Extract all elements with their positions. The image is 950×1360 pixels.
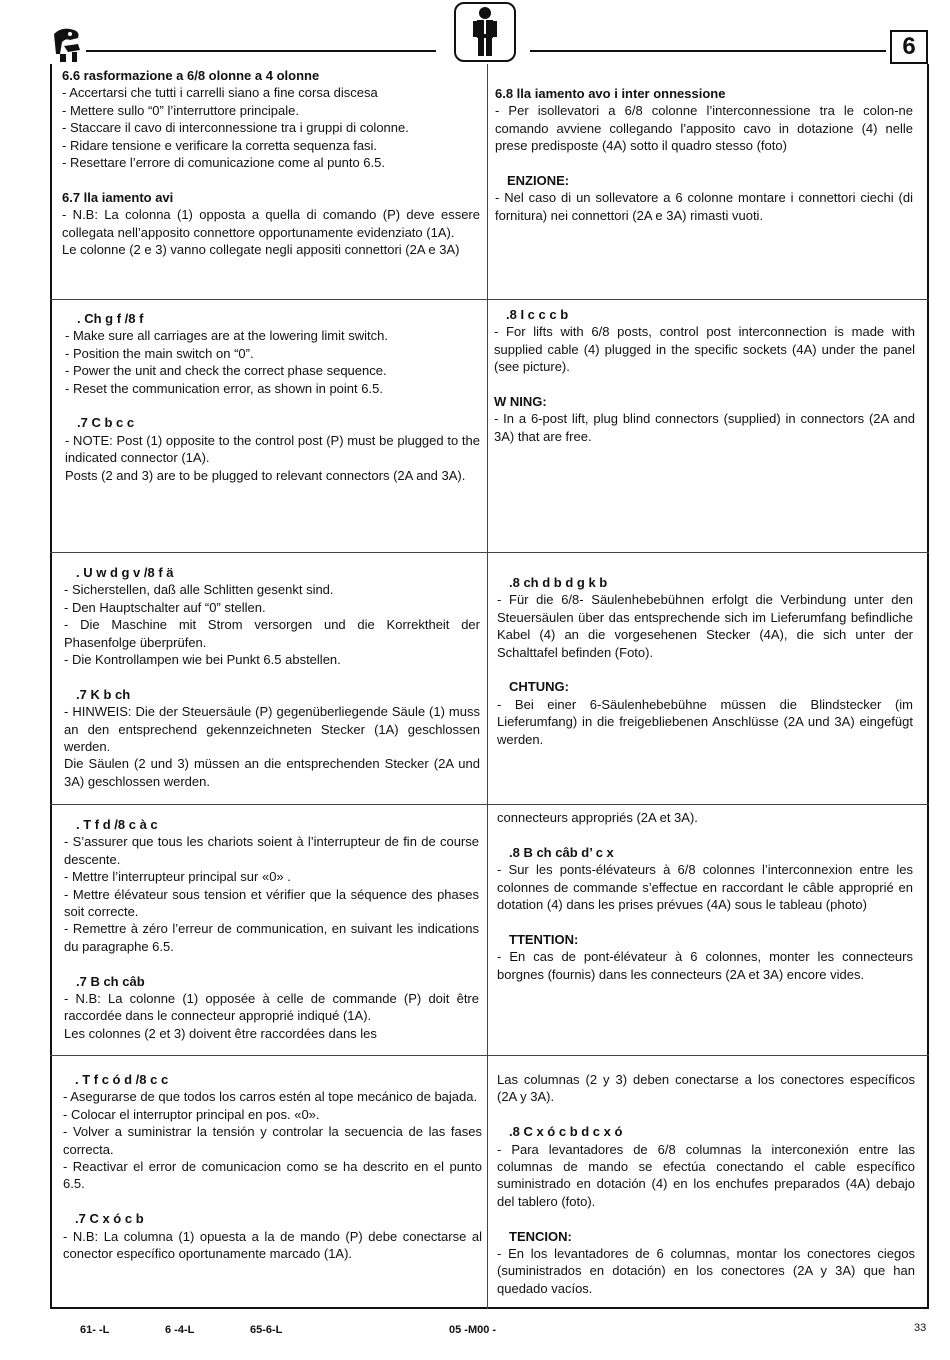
language-separator-en [50,299,929,300]
paragraph: - Accertarsi che tutti i carrelli siano a fine corsa discesa [62,85,378,101]
page-header [0,0,950,70]
paragraph: - Volver a suministrar la tensión y controlar la secuencia de las fases correcta. [63,1124,482,1157]
paragraph-gap [497,826,913,843]
paragraph: Les colonnes (2 et 3) doivent être raccordées dans les [64,1025,377,1041]
section-german-left [64,564,480,790]
section-heading: .7 B ch câb [76,973,145,989]
paragraph: - For lifts with 6/8 posts, control post interconnection is made with supplied cable (4) plugged in the specific sockets (4A) under the panel (see picture). [494,324,915,375]
paragraph-gap [497,913,913,930]
paragraph-gap [62,171,480,188]
paragraph: - Make sure all carriages are at the lowering limit switch. [65,328,388,344]
section-spanish-right [497,1071,915,1297]
section-french-right [497,809,913,983]
paragraph: - Mettere sullo “0” l’interruttore principale. [62,102,299,118]
paragraph-gap [65,397,480,414]
section-heading: TTENTION: [509,931,579,947]
paragraph: - En los levantadores de 6 columnas, montar los conectores ciegos (suministrados en dotación) en los conectores (2A y 3A) que han quedado vacíos. [497,1246,915,1296]
paragraph: Posts (2 and 3) are to be plugged to relevant connectors (2A and 3A). [65,467,466,483]
section-heading: W NING: [494,394,547,410]
section-italian-left [62,67,480,258]
paragraph-gap [497,1106,915,1123]
paragraph: - Den Hauptschalter auf “0” stellen. [64,599,266,615]
section-heading: .8 ch d b d g k b [509,575,608,590]
language-separator-de [50,552,929,553]
paragraph: - Die Kontrollampen wie bei Punkt 6.5 abstellen. [64,652,341,668]
paragraph-gap [497,1210,915,1227]
paragraph-gap [64,955,479,972]
paragraph: - NOTE: Post (1) opposite to the control post (P) must be plugged to the indicated connector (1A). [65,432,480,466]
page-number: 33 [914,1322,927,1334]
language-separator-es [50,1055,929,1056]
section-heading: .7 K b ch [76,686,131,702]
paragraph: - Power the unit and check the correct phase sequence. [65,363,387,379]
paragraph: - Asegurarse de que todos los carros estén al tope mecánico de bajada. [63,1089,478,1105]
section-heading: 6.6 rasformazione a 6/8 olonne a 4 olonne [62,68,320,83]
section-heading: . Ch g f /8 f [77,311,144,326]
paragraph: - Reactivar el error de comunicacion como se ha descrito en el punto 6.5. [63,1159,482,1192]
section-heading: .8 I c c c b [506,307,569,322]
operator-icon-box [454,2,516,62]
paragraph: - S’assurer que tous les chariots soient à l’interrupteur de fin de course descente. [64,834,479,867]
person-icon [456,4,514,60]
paragraph: - Position the main switch on “0”. [65,345,254,361]
section-heading: 6.7 lla iamento avi [62,189,174,205]
section-heading: .7 C b c c [77,415,135,431]
header-rule-right [530,50,886,52]
chapter-number: 6 [890,30,928,64]
paragraph: Las columnas (2 y 3) deben conectarse a los conectores específicos (2A y 3A). [497,1072,915,1105]
section-english-left [65,310,480,484]
paragraph: - Per isollevatori a 6/8 colonne l’interconnessione tra le colon-ne comando avviene collegando l’apposito cavo in dotazione (4) nelle prese predisposte (4A) sotto il quadro stesso (foto) [495,103,913,154]
paragraph: - Resettare l’errore di comunicazione come al punto 6.5. [62,155,385,171]
paragraph-gap [494,376,915,393]
paragraph: - Für die 6/8- Säulenhebebühnen erfolgt die Verbindung unter den Steuersäulen über das entsprechende sich im Lieferumfang befindliche Kabel (4) an die vorgesehenen Stecker (4A), die sich unter der Schalttafel befinden (Foto). [497,592,913,660]
header-rule-left [86,50,436,52]
paragraph: - N.B: La columna (1) opuesta a la de mando (P) debe conectarse al conector específico oportunamente marcado (1A). [63,1228,482,1262]
footer-model-1: 61- -L [80,1324,110,1336]
section-heading: .8 B ch câb d’ c x [509,844,614,860]
paragraph: - Nel caso di un sollevatore a 6 colonne montare i connettori ciechi (di fornitura) nei connettori (2A e 3A) rimasti vuoti. [495,190,913,223]
paragraph: connecteurs appropriés (2A et 3A). [497,810,698,825]
paragraph: - Staccare il cavo di interconnessione tra i gruppi di colonne. [62,120,409,136]
section-french-left [64,816,479,1042]
brand-logo-icon [48,24,86,64]
paragraph: - N.B: La colonna (1) opposta a quella di comando (P) deve essere collegata nell’apposito connettore opportunamente evidenziato (1A). [62,207,480,240]
section-heading: . T f c ó d /8 c c [75,1072,169,1087]
paragraph: - HINWEIS: Die der Steuersäule (P) gegenüberliegende Säule (1) muss an den entsprechend gekennzeichneten Stecker (1A) geschlossen werden. [64,704,480,755]
section-italian-right [495,85,913,224]
paragraph-gap [63,1193,482,1210]
section-heading: 6.8 lla iamento avo i inter onnessione [495,86,726,101]
section-spanish-left [63,1071,482,1262]
column-divider [487,64,488,1309]
paragraph-gap [495,155,913,172]
paragraph: - En cas de pont-élévateur à 6 colonnes, monter les connecteurs borgnes (fournis) dans les connecteurs (2A et 3A) encore vides. [497,949,913,982]
paragraph: - In a 6-post lift, plug blind connectors (supplied) in connectors (2A and 3A) that are free. [494,411,915,444]
section-heading: .7 C x ó c b [75,1211,144,1227]
paragraph: - Colocar el interruptor principal en pos. «0». [63,1106,320,1122]
paragraph: - Sicherstellen, daß alle Schlitten gesenkt sind. [64,582,334,598]
paragraph: - Remettre à zéro l’erreur de communication, en suivant les indications du paragraphe 6.5. [64,921,479,954]
paragraph: Le colonne (2 e 3) vanno collegate negli appositi connettori (2A e 3A) [62,242,460,258]
paragraph: Die Säulen (2 und 3) müssen an die entsprechenden Stecker (2A und 3A) geschlossen werden. [64,756,480,789]
section-heading: ENZIONE: [507,173,570,189]
paragraph: - N.B: La colonne (1) opposée à celle de commande (P) doit être raccordée dans le connecteur approprié indiqué (1A). [64,991,479,1024]
section-heading: . U w d g v /8 f ä [76,565,174,580]
language-separator-fr [50,804,929,805]
section-heading: TENCION: [509,1228,572,1244]
footer-model-2: 6 -4-L [165,1324,195,1336]
paragraph: - Mettre l’interrupteur principal sur «0» . [64,869,291,885]
paragraph: - Bei einer 6-Säulenhebebühne müssen die Blindstecker (im Lieferumfang) in die freigebliebenen Anschlüsse (2A und 3A) eingefügt werden. [497,696,913,747]
section-german-right [497,574,913,748]
paragraph-gap [497,661,913,678]
section-heading: .8 C x ó c b d c x ó [509,1124,623,1140]
paragraph: - Die Maschine mit Strom versorgen und die Korrektheit der Phasenfolge überprüfen. [64,617,480,650]
paragraph-gap [64,668,480,685]
section-heading: . T f d /8 c à c [76,817,158,832]
section-heading: CHTUNG: [509,679,569,695]
paragraph: - Para levantadores de 6/8 columnas la interconexión entre las columnas de mando se efectúa conectando el cable específico suministrado en dotación (4) en los enchufes preparados (4A) debajo del tablero (foto). [497,1141,915,1209]
paragraph: - Mettre élévateur sous tension et vérifier que la séquence des phases soit correcte. [64,886,479,920]
paragraph: - Reset the communication error, as shown in point 6.5. [65,380,383,396]
footer-document-code: 05 -M00 - [449,1324,497,1336]
paragraph: - Ridare tensione e verificare la corretta sequenza fasi. [62,137,378,153]
paragraph: - Sur les ponts-élévateurs à 6/8 colonnes l’interconnexion entre les colonnes de commande s’effectue en raccordant le câble approprié en dotation (4) dans les prises prévues (4A) sous le tableau (photo) [497,862,913,913]
footer-model-3: 65-6-L [250,1324,283,1336]
section-english-right [494,306,915,445]
